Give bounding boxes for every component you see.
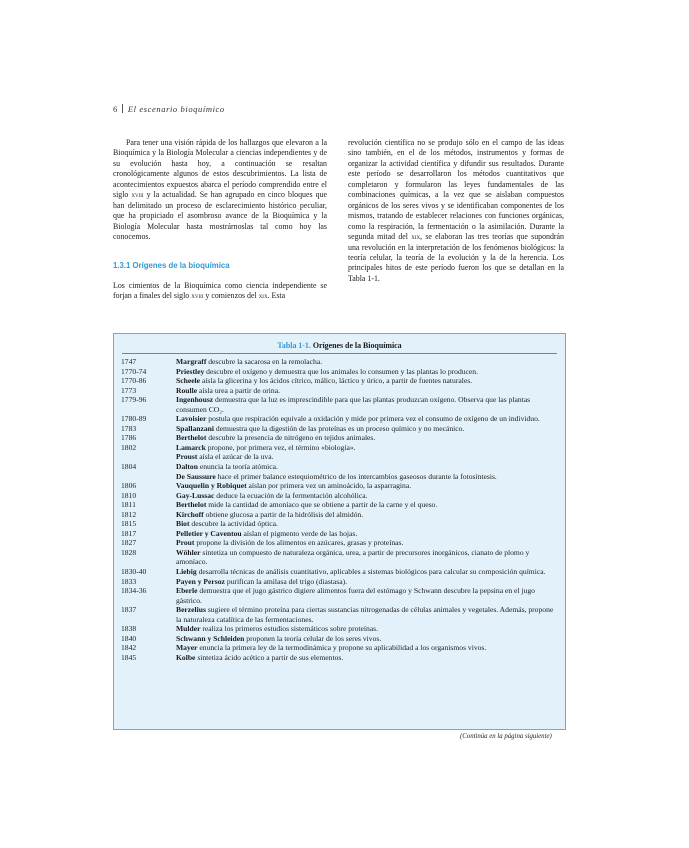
table-row <box>121 386 558 396</box>
row-scientist: De Saussure <box>176 471 216 481</box>
row-scientist: Lavoisier <box>176 414 207 424</box>
row-event <box>176 357 558 367</box>
row-year: 1840 <box>121 633 137 643</box>
table-row <box>121 634 558 644</box>
continues-note: (Continúa en la página siguiente) <box>460 733 552 740</box>
row-description: aíslan el pigmento verde de las hojas. <box>241 528 358 538</box>
row-year: 1833 <box>121 576 137 586</box>
row-description: aísla el azúcar de la uva. <box>197 452 274 462</box>
table-title: Orígenes de la Bioquímica <box>312 341 402 350</box>
row-scientist: Proust <box>176 452 198 462</box>
row-description: purifican la amilasa del trigo (diastasa). <box>224 576 348 586</box>
row-year: 1780-89 <box>121 414 147 424</box>
row-description: desarrolla técnicas de análisis cuantitativo, aplicables a sistemas biológicos para calcular su composición química. <box>196 567 546 577</box>
running-header <box>113 104 225 114</box>
row-description: proponen la teoría celular de los seres vivos. <box>244 633 382 643</box>
row-event <box>176 643 558 653</box>
row-event <box>176 510 558 520</box>
table-row <box>121 472 558 482</box>
row-description: obtiene glucosa a partir de la hidrólisis del almidón. <box>203 509 364 519</box>
row-year: 1810 <box>121 490 137 500</box>
row-event <box>176 500 558 510</box>
row-description: postula que respiración equivale a oxidación y mide por primera vez el consumo de oxígeno de un individuo. <box>206 414 540 424</box>
row-year: 1747 <box>121 357 137 366</box>
left-column <box>113 138 327 302</box>
row-year: 1834-36 <box>121 586 147 596</box>
intro-paragraph: Para tener una visión rápida de los hallazgos que elevaron a la Bioquímica y la Biología Molecular a ciencias independientes y de su evolución hasta hoy, a continuación se resaltan cronológicamente algunos de estos descubrimientos. La lista de acontecimientos expuestos abarca el período comprendido entre el siglo xviii y la actualidad. Se han agrupado en cinco bloques que han delimitado un proceso de esclarecimiento histórico peculiar, que ha propiciado el asombroso avance de la Bioquímica y la Biología Molecular hasta mostrárnoslas tal como hoy las conocemos. <box>113 138 327 242</box>
row-description: descubre el oxígeno y demuestra que los animales lo consumen y las plantas lo producen. <box>204 366 478 376</box>
table-row <box>121 443 558 453</box>
row-year: 1830-40 <box>121 567 147 577</box>
header-divider <box>122 104 123 113</box>
row-description: sintetiza un compuesto de naturaleza orgánica, urea, a partir de precursores inorgánicos, cianato de plomo y amoníaco. <box>176 547 530 567</box>
row-description: sintetiza ácido acético a partir de sus elementos. <box>195 652 344 662</box>
row-scientist: Payen y Persoz <box>176 576 225 586</box>
row-description: enuncia la primera ley de la termodinámica y propone su aplicabilidad a los organismos vivos. <box>197 643 487 653</box>
row-year: 1804 <box>121 462 137 472</box>
row-description: demuestra que la digestión de las proteínas es un proceso químico y no mecánico. <box>213 423 465 433</box>
table-rows <box>121 357 558 663</box>
row-scientist: Berthelot <box>176 433 207 443</box>
row-description: hace el primer balance estequiométrico de los intercambios gaseosos durante la fotosíntesis. <box>215 471 497 481</box>
right-column <box>348 138 564 284</box>
table-row <box>121 376 558 386</box>
row-event <box>176 395 558 414</box>
table-row <box>121 452 558 462</box>
row-description: descubre la sacarosa en la remolacha. <box>206 357 323 366</box>
row-description: deduce la ecuación de la fermentación alcohólica. <box>214 490 368 500</box>
table-row <box>121 653 558 663</box>
row-year: 1842 <box>121 643 137 653</box>
page-number: 6 <box>113 104 118 114</box>
table-row <box>121 462 558 472</box>
table-row <box>121 481 558 491</box>
table-caption <box>114 341 565 350</box>
row-year: 1783 <box>121 423 137 433</box>
row-scientist: Gay-Lussac <box>176 490 215 500</box>
table-row <box>121 395 558 414</box>
table-rule <box>122 353 557 354</box>
table-number: Tabla 1-1. <box>277 341 311 350</box>
row-event <box>176 462 558 472</box>
table-row <box>121 643 558 653</box>
row-year: 1827 <box>121 538 137 548</box>
row-scientist: Roulle <box>176 385 198 395</box>
table-row <box>121 605 558 624</box>
table-row <box>121 500 558 510</box>
row-scientist: Liebig <box>176 567 197 577</box>
table-row <box>121 519 558 529</box>
row-description: aíslan por primera vez un aminoácido, la asparragina. <box>246 481 412 491</box>
table-row <box>121 433 558 443</box>
row-event <box>176 491 558 501</box>
revolution-paragraph: revolución científica no se produjo sólo en el campo de las ideas sino también, en el de los métodos, instrumentos y formas de organizar la actividad científica y difundir sus resultados. Durante este período se desarrollaron los métodos cuantitativos que completaron y formularon las leyes fundamentales de las combinaciones químicas, a la vez que se aislaban compuestos orgánicos de los seres vivos y se identificaban componentes de los mismos, tratando de establecer relaciones con funciones orgánicas, como la respiración, la fermentación o la asimilación. Durante la segunda mitad del xix, se elaboran las tres teorías que supondrán una revolución en la interpretación de los fenómenos biológicos: la teoría celular, la teoría de la evolución y la de la herencia. Los principales hitos de este período fueron los que se detallan en la Tabla 1-1. <box>348 138 564 283</box>
row-description: mide la cantidad de amoníaco que se obtiene a partir de la carne y el queso. <box>206 500 438 510</box>
row-scientist: Kolbe <box>176 652 196 662</box>
row-scientist: Vauquelin y Robiquet <box>176 481 247 491</box>
row-description: enuncia la teoría atómica. <box>197 462 278 472</box>
row-description: sugiere el término proteína para ciertas sustancias nitrogenadas de células animales y vegetales. Además, propone la naturaleza catalítica de las fermentaciones. <box>176 605 554 624</box>
row-event <box>176 367 558 377</box>
row-event <box>176 481 558 491</box>
row-event <box>176 472 558 482</box>
row-year: 1811 <box>121 500 136 510</box>
row-event <box>176 376 558 386</box>
row-scientist: Priestley <box>176 366 205 376</box>
row-event <box>176 634 558 644</box>
table-row <box>121 624 558 634</box>
row-event <box>176 414 558 424</box>
row-year: 1815 <box>121 519 137 529</box>
row-scientist: Spallanzani <box>176 423 214 433</box>
table-row <box>121 367 558 377</box>
row-event <box>176 443 558 453</box>
row-scientist: Wöhler <box>176 547 201 557</box>
row-year: 1770-86 <box>121 376 147 386</box>
row-event <box>176 567 558 577</box>
row-scientist: Mayer <box>176 643 198 653</box>
row-scientist: Lamarck <box>176 442 206 452</box>
row-scientist: Ingenhousz <box>176 395 214 405</box>
row-scientist: Mulder <box>176 624 201 634</box>
row-scientist: Pelletier y Caventou <box>176 528 242 538</box>
table-1-1 <box>113 333 566 730</box>
row-description: aísla urea a partir de orina. <box>197 385 280 395</box>
row-event <box>176 586 558 605</box>
row-scientist: Margraff <box>176 357 207 366</box>
row-scientist: Biot <box>176 519 190 529</box>
row-year: 1806 <box>121 481 137 491</box>
row-scientist: Dalton <box>176 462 198 472</box>
table-row <box>121 357 558 367</box>
row-year: 1802 <box>121 442 137 452</box>
row-year: 1838 <box>121 624 137 634</box>
row-description: descubre la actividad óptica. <box>189 519 278 529</box>
row-year: 1770-74 <box>121 366 147 376</box>
table-row <box>121 529 558 539</box>
row-description: aísla la glicerina y los ácidos cítrico, málico, láctico y úrico, a partir de fuentes naturales. <box>200 376 473 386</box>
row-year: 1812 <box>121 509 137 519</box>
row-year: 1786 <box>121 433 137 443</box>
row-description: propone la división de los alimentos en azúcares, grasas y proteínas. <box>194 538 404 548</box>
table-row <box>121 567 558 577</box>
row-scientist: Eberle <box>176 586 198 596</box>
row-year: 1837 <box>121 605 137 615</box>
origins-paragraph: Los cimientos de la Bioquímica como ciencia independiente se forjan a finales del siglo xviii y comienzos del xix. Esta <box>113 280 327 301</box>
section-title: 1.3.1 Orígenes de la bioquímica <box>113 260 230 270</box>
row-year: 1779-96 <box>121 395 147 405</box>
table-row <box>121 491 558 501</box>
row-year: 1845 <box>121 652 137 662</box>
row-scientist: Prout <box>176 538 195 548</box>
row-event <box>176 433 558 443</box>
row-event <box>176 424 558 434</box>
row-event <box>176 605 558 624</box>
row-description: realiza los primeros estudios sistemáticos sobre proteínas. <box>200 624 379 634</box>
table-row <box>121 548 558 567</box>
row-event <box>176 452 558 462</box>
row-event <box>176 386 558 396</box>
row-event <box>176 624 558 634</box>
row-year: 1773 <box>121 385 137 395</box>
row-description: demuestra que el jugo gástrico digiere alimentos fuera del estómago y Schwann descubre la pepsina en el jugo gástrico. <box>176 586 535 605</box>
row-scientist: Scheele <box>176 376 201 386</box>
table-row <box>121 510 558 520</box>
table-row <box>121 538 558 548</box>
row-event <box>176 548 558 567</box>
row-description: descubre la presencia de nitrógeno en tejidos animales. <box>206 433 376 443</box>
row-event <box>176 577 558 587</box>
row-event <box>176 529 558 539</box>
row-event <box>176 538 558 548</box>
table-row <box>121 586 558 605</box>
running-title: El escenario bioquímico <box>127 104 225 114</box>
row-description: propone, por primera vez, el término «biología». <box>205 442 356 452</box>
table-row <box>121 414 558 424</box>
row-scientist: Schwann y Schleiden <box>176 633 245 643</box>
row-scientist: Kirchoff <box>176 509 204 519</box>
row-event <box>176 519 558 529</box>
row-description: demuestra que la luz es imprescindible para que las plantas produzcan oxígeno. Observa que las plantas consumen CO₂. <box>176 395 531 414</box>
table-row <box>121 424 558 434</box>
row-year: 1828 <box>121 547 137 557</box>
table-row <box>121 577 558 587</box>
row-year: 1817 <box>121 528 137 538</box>
row-event <box>176 653 558 663</box>
row-scientist: Berzelius <box>176 605 206 615</box>
row-scientist: Berthelot <box>176 500 207 510</box>
